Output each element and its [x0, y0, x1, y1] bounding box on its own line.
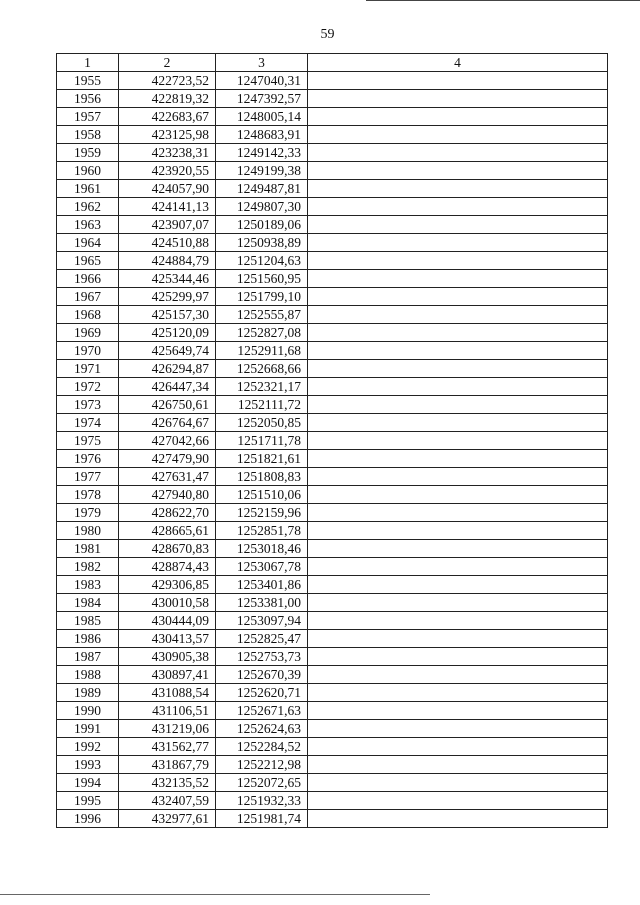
cell-note — [308, 396, 608, 414]
cell-x-coordinate: 428622,70 — [119, 504, 216, 522]
cell-note — [308, 198, 608, 216]
cell-note — [308, 252, 608, 270]
cell-point-number: 1976 — [57, 450, 119, 468]
cell-point-number: 1979 — [57, 504, 119, 522]
cell-point-number: 1961 — [57, 180, 119, 198]
header-row — [57, 54, 608, 72]
page-number: 59 — [320, 27, 335, 42]
cell-point-number: 1974 — [57, 414, 119, 432]
cell-x-coordinate: 431088,54 — [119, 684, 216, 702]
cell-note — [308, 630, 608, 648]
table-row — [57, 648, 608, 666]
cell-y-coordinate: 1252753,73 — [216, 648, 308, 666]
cell-y-coordinate: 1252671,63 — [216, 702, 308, 720]
cell-note — [308, 684, 608, 702]
cell-y-coordinate: 1248683,91 — [216, 126, 308, 144]
cell-point-number: 1960 — [57, 162, 119, 180]
cell-note — [308, 378, 608, 396]
table-row — [57, 666, 608, 684]
cell-x-coordinate: 425157,30 — [119, 306, 216, 324]
table-row — [57, 612, 608, 630]
cell-y-coordinate: 1252072,65 — [216, 774, 308, 792]
cell-point-number: 1967 — [57, 288, 119, 306]
cell-x-coordinate: 423907,07 — [119, 216, 216, 234]
cell-y-coordinate: 1251981,74 — [216, 810, 308, 828]
cell-y-coordinate: 1251932,33 — [216, 792, 308, 810]
cell-x-coordinate: 431219,06 — [119, 720, 216, 738]
cell-point-number: 1980 — [57, 522, 119, 540]
cell-x-coordinate: 426750,61 — [119, 396, 216, 414]
cell-point-number: 1984 — [57, 594, 119, 612]
cell-x-coordinate: 424141,13 — [119, 198, 216, 216]
cell-point-number: 1994 — [57, 774, 119, 792]
cell-point-number: 1956 — [57, 90, 119, 108]
cell-y-coordinate: 1251560,95 — [216, 270, 308, 288]
cell-x-coordinate: 431867,79 — [119, 756, 216, 774]
cell-note — [308, 90, 608, 108]
table-row — [57, 90, 608, 108]
cell-point-number: 1966 — [57, 270, 119, 288]
cell-note — [308, 414, 608, 432]
cell-x-coordinate: 423125,98 — [119, 126, 216, 144]
cell-y-coordinate: 1252050,85 — [216, 414, 308, 432]
cell-note — [308, 162, 608, 180]
cell-y-coordinate: 1251711,78 — [216, 432, 308, 450]
cell-note — [308, 756, 608, 774]
cell-x-coordinate: 422723,52 — [119, 72, 216, 90]
cell-x-coordinate: 430413,57 — [119, 630, 216, 648]
cell-y-coordinate: 1251821,61 — [216, 450, 308, 468]
table-row — [57, 792, 608, 810]
cell-point-number: 1991 — [57, 720, 119, 738]
cell-note — [308, 216, 608, 234]
table-row — [57, 198, 608, 216]
cell-note — [308, 612, 608, 630]
cell-point-number: 1981 — [57, 540, 119, 558]
cell-x-coordinate: 424510,88 — [119, 234, 216, 252]
table-row — [57, 810, 608, 828]
table-row — [57, 684, 608, 702]
cell-y-coordinate: 1252159,96 — [216, 504, 308, 522]
cell-x-coordinate: 426764,67 — [119, 414, 216, 432]
cell-y-coordinate: 1253067,78 — [216, 558, 308, 576]
cell-point-number: 1982 — [57, 558, 119, 576]
table-row — [57, 252, 608, 270]
cell-x-coordinate: 425344,46 — [119, 270, 216, 288]
cell-point-number: 1983 — [57, 576, 119, 594]
table-row — [57, 522, 608, 540]
table-row — [57, 756, 608, 774]
cell-note — [308, 144, 608, 162]
cell-point-number: 1978 — [57, 486, 119, 504]
column-header-4: 4 — [308, 54, 608, 72]
table-row — [57, 306, 608, 324]
cell-y-coordinate: 1251204,63 — [216, 252, 308, 270]
cell-x-coordinate: 426447,34 — [119, 378, 216, 396]
cell-point-number: 1977 — [57, 468, 119, 486]
cell-x-coordinate: 426294,87 — [119, 360, 216, 378]
cell-point-number: 1996 — [57, 810, 119, 828]
table-row — [57, 432, 608, 450]
cell-x-coordinate: 432977,61 — [119, 810, 216, 828]
cell-y-coordinate: 1251510,06 — [216, 486, 308, 504]
cell-note — [308, 180, 608, 198]
cell-point-number: 1975 — [57, 432, 119, 450]
cell-y-coordinate: 1253018,46 — [216, 540, 308, 558]
cell-point-number: 1962 — [57, 198, 119, 216]
cell-note — [308, 432, 608, 450]
table-row — [57, 288, 608, 306]
coordinates-table — [56, 53, 608, 828]
cell-y-coordinate: 1252851,78 — [216, 522, 308, 540]
cell-x-coordinate: 425299,97 — [119, 288, 216, 306]
cell-x-coordinate: 428665,61 — [119, 522, 216, 540]
cell-note — [308, 720, 608, 738]
table-row — [57, 594, 608, 612]
cell-note — [308, 504, 608, 522]
cell-x-coordinate: 430905,38 — [119, 648, 216, 666]
cell-note — [308, 108, 608, 126]
cell-note — [308, 342, 608, 360]
cell-note — [308, 126, 608, 144]
cell-y-coordinate: 1252825,47 — [216, 630, 308, 648]
top-rule — [366, 0, 640, 1]
cell-point-number: 1959 — [57, 144, 119, 162]
cell-y-coordinate: 1248005,14 — [216, 108, 308, 126]
table-row — [57, 576, 608, 594]
cell-point-number: 1989 — [57, 684, 119, 702]
cell-y-coordinate: 1249807,30 — [216, 198, 308, 216]
table-row — [57, 270, 608, 288]
cell-point-number: 1955 — [57, 72, 119, 90]
cell-y-coordinate: 1252827,08 — [216, 324, 308, 342]
table-row — [57, 126, 608, 144]
table-row — [57, 72, 608, 90]
cell-y-coordinate: 1252620,71 — [216, 684, 308, 702]
cell-note — [308, 666, 608, 684]
table-row — [57, 378, 608, 396]
cell-x-coordinate: 430010,58 — [119, 594, 216, 612]
cell-x-coordinate: 431562,77 — [119, 738, 216, 756]
table-row — [57, 720, 608, 738]
cell-point-number: 1965 — [57, 252, 119, 270]
table-row — [57, 738, 608, 756]
cell-x-coordinate: 423238,31 — [119, 144, 216, 162]
cell-y-coordinate: 1250189,06 — [216, 216, 308, 234]
cell-x-coordinate: 424057,90 — [119, 180, 216, 198]
table-row — [57, 234, 608, 252]
cell-note — [308, 306, 608, 324]
cell-point-number: 1970 — [57, 342, 119, 360]
cell-note — [308, 72, 608, 90]
cell-y-coordinate: 1253097,94 — [216, 612, 308, 630]
table-row — [57, 216, 608, 234]
table-body — [57, 72, 608, 828]
cell-note — [308, 810, 608, 828]
cell-x-coordinate: 429306,85 — [119, 576, 216, 594]
cell-y-coordinate: 1252555,87 — [216, 306, 308, 324]
cell-x-coordinate: 425120,09 — [119, 324, 216, 342]
bottom-rule — [0, 894, 430, 895]
table-row — [57, 324, 608, 342]
cell-x-coordinate: 430444,09 — [119, 612, 216, 630]
table-row — [57, 504, 608, 522]
cell-point-number: 1969 — [57, 324, 119, 342]
column-header-3: 3 — [216, 54, 308, 72]
cell-point-number: 1971 — [57, 360, 119, 378]
cell-x-coordinate: 428670,83 — [119, 540, 216, 558]
cell-x-coordinate: 427631,47 — [119, 468, 216, 486]
table-row — [57, 702, 608, 720]
table-row — [57, 630, 608, 648]
column-header-1: 1 — [57, 54, 119, 72]
cell-x-coordinate: 425649,74 — [119, 342, 216, 360]
cell-x-coordinate: 430897,41 — [119, 666, 216, 684]
cell-note — [308, 234, 608, 252]
cell-x-coordinate: 432407,59 — [119, 792, 216, 810]
cell-x-coordinate: 427042,66 — [119, 432, 216, 450]
table-row — [57, 414, 608, 432]
table-row — [57, 486, 608, 504]
cell-point-number: 1972 — [57, 378, 119, 396]
cell-note — [308, 288, 608, 306]
cell-y-coordinate: 1247040,31 — [216, 72, 308, 90]
cell-point-number: 1988 — [57, 666, 119, 684]
cell-point-number: 1973 — [57, 396, 119, 414]
table-row — [57, 108, 608, 126]
cell-x-coordinate: 422819,32 — [119, 90, 216, 108]
cell-note — [308, 576, 608, 594]
cell-y-coordinate: 1249199,38 — [216, 162, 308, 180]
cell-point-number: 1990 — [57, 702, 119, 720]
cell-y-coordinate: 1252670,39 — [216, 666, 308, 684]
cell-x-coordinate: 427479,90 — [119, 450, 216, 468]
cell-y-coordinate: 1252111,72 — [216, 396, 308, 414]
cell-note — [308, 792, 608, 810]
cell-note — [308, 450, 608, 468]
table-row — [57, 540, 608, 558]
cell-note — [308, 324, 608, 342]
cell-point-number: 1985 — [57, 612, 119, 630]
cell-note — [308, 522, 608, 540]
cell-note — [308, 270, 608, 288]
cell-x-coordinate: 431106,51 — [119, 702, 216, 720]
cell-point-number: 1987 — [57, 648, 119, 666]
cell-note — [308, 540, 608, 558]
cell-y-coordinate: 1249487,81 — [216, 180, 308, 198]
cell-y-coordinate: 1252911,68 — [216, 342, 308, 360]
cell-point-number: 1957 — [57, 108, 119, 126]
table-row — [57, 468, 608, 486]
cell-y-coordinate: 1251799,10 — [216, 288, 308, 306]
cell-note — [308, 468, 608, 486]
table-row — [57, 180, 608, 198]
cell-x-coordinate: 427940,80 — [119, 486, 216, 504]
cell-point-number: 1993 — [57, 756, 119, 774]
cell-y-coordinate: 1252284,52 — [216, 738, 308, 756]
cell-x-coordinate: 424884,79 — [119, 252, 216, 270]
table-row — [57, 360, 608, 378]
table-row — [57, 774, 608, 792]
cell-y-coordinate: 1253401,86 — [216, 576, 308, 594]
cell-y-coordinate: 1249142,33 — [216, 144, 308, 162]
table-row — [57, 162, 608, 180]
cell-y-coordinate: 1250938,89 — [216, 234, 308, 252]
cell-note — [308, 702, 608, 720]
cell-point-number: 1986 — [57, 630, 119, 648]
cell-point-number: 1963 — [57, 216, 119, 234]
cell-point-number: 1964 — [57, 234, 119, 252]
cell-x-coordinate: 432135,52 — [119, 774, 216, 792]
cell-note — [308, 738, 608, 756]
cell-y-coordinate: 1252624,63 — [216, 720, 308, 738]
cell-note — [308, 774, 608, 792]
cell-point-number: 1968 — [57, 306, 119, 324]
cell-y-coordinate: 1247392,57 — [216, 90, 308, 108]
cell-y-coordinate: 1253381,00 — [216, 594, 308, 612]
cell-point-number: 1992 — [57, 738, 119, 756]
table-row — [57, 342, 608, 360]
cell-note — [308, 360, 608, 378]
table-row — [57, 450, 608, 468]
table-row — [57, 144, 608, 162]
cell-note — [308, 594, 608, 612]
cell-y-coordinate: 1251808,83 — [216, 468, 308, 486]
table-row — [57, 396, 608, 414]
cell-y-coordinate: 1252321,17 — [216, 378, 308, 396]
cell-y-coordinate: 1252212,98 — [216, 756, 308, 774]
table-row — [57, 558, 608, 576]
cell-note — [308, 558, 608, 576]
column-header-2: 2 — [119, 54, 216, 72]
cell-note — [308, 648, 608, 666]
cell-note — [308, 486, 608, 504]
cell-y-coordinate: 1252668,66 — [216, 360, 308, 378]
cell-x-coordinate: 422683,67 — [119, 108, 216, 126]
cell-x-coordinate: 423920,55 — [119, 162, 216, 180]
cell-point-number: 1958 — [57, 126, 119, 144]
cell-x-coordinate: 428874,43 — [119, 558, 216, 576]
cell-point-number: 1995 — [57, 792, 119, 810]
